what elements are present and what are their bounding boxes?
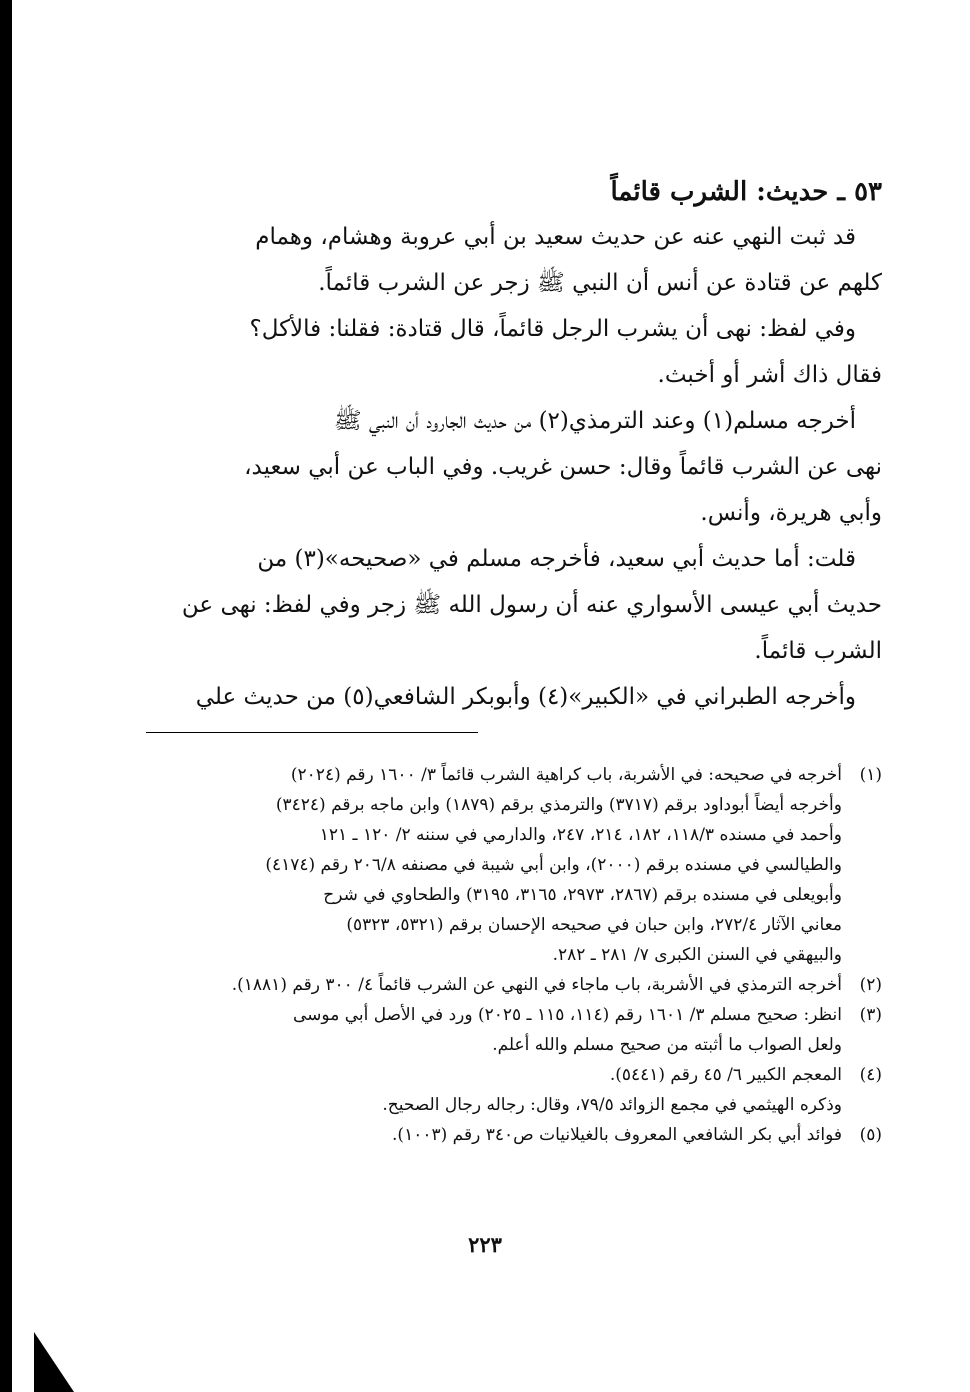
footnote-4 bbox=[140, 1060, 882, 1120]
paragraph-5 bbox=[140, 674, 882, 720]
footnote-number: (٤) bbox=[859, 1065, 882, 1085]
text-line: حديث أبي عيسى الأسواري عنه أن رسول الله ﷺ زجر وفي لفظ: نهى عن bbox=[181, 592, 882, 618]
footnote-line: انظر: صحيح مسلم ٣/ ١٦٠١ رقم (١١٤، ١١٥ ـ ٢٠٢٥) ورد في الأصل أبي موسى bbox=[293, 1005, 842, 1025]
text-line: كلهم عن قتادة عن أنس أن النبي ﷺ زجر عن الشرب قائماً. bbox=[318, 270, 882, 296]
footnote-3 bbox=[140, 1000, 882, 1060]
text-line: وأخرجه الطبراني في «الكبير»(٤) وأبوبكر الشافعي(٥) من حديث علي bbox=[195, 684, 856, 710]
section-heading: ٥٣ ـ حديث: الشرب قائماً bbox=[610, 177, 882, 207]
page-number: ٢٢٣ bbox=[468, 1232, 502, 1257]
footnote-line: فوائد أبي بكر الشافعي المعروف بالغيلانيات ص٣٤٠ رقم (١٠٠٣). bbox=[392, 1125, 842, 1145]
main-text-block bbox=[140, 170, 882, 720]
footnote-line: وأخرجه أيضاً أبوداود برقم (٣٧١٧) والترمذي برقم (١٨٧٩) وابن ماجه برقم (٣٤٢٤) bbox=[275, 795, 842, 815]
footnote-number: (٢) bbox=[859, 975, 882, 995]
body-text bbox=[140, 214, 882, 720]
footnote-text bbox=[140, 1000, 842, 1060]
footnote-text bbox=[140, 970, 842, 1000]
footnote-line: وأبويعلى في مسنده برقم (٢٨٦٧، ٢٩٧٣، ٣١٦٥، ٣١٩٥) والطحاوي في شرح bbox=[323, 885, 842, 905]
footnotes bbox=[140, 760, 882, 1150]
paragraph-2 bbox=[140, 306, 882, 398]
footnote-1 bbox=[140, 760, 882, 970]
paragraph-4 bbox=[140, 536, 882, 674]
footnote-number: (٣) bbox=[859, 1005, 882, 1025]
footnote-5 bbox=[140, 1120, 882, 1150]
text-line: فقال ذاك أشر أو أخبث. bbox=[657, 362, 882, 388]
paragraph-1 bbox=[140, 214, 882, 306]
footnote-number: (١) bbox=[859, 765, 882, 785]
paragraph-3 bbox=[140, 398, 882, 536]
text-line: قلت: أما حديث أبي سعيد، فأخرجه مسلم في «صحيحه»(٣) من bbox=[257, 546, 856, 572]
footnote-line: أخرجه في صحيحه: في الأشربة، باب كراهية الشرب قائماً ٣/ ١٦٠٠ رقم (٢٠٢٤) bbox=[290, 765, 842, 785]
footnote-text bbox=[140, 1060, 842, 1120]
footnote-line: وذكره الهيثمي في مجمع الزوائد ٧٩/٥، وقال: رجاله رجال الصحيح. bbox=[382, 1095, 842, 1115]
text-line: نهى عن الشرب قائماً وقال: حسن غريب. وفي الباب عن أبي سعيد، bbox=[244, 454, 882, 480]
footnote-text bbox=[140, 1120, 842, 1150]
footnote-line: معاني الآثار ٢٧٢/٤، وابن حبان في صحيحه الإحسان برقم (٥٣٢١، ٥٣٢٣) bbox=[346, 915, 842, 935]
footnote-number: (٥) bbox=[859, 1125, 882, 1145]
text-line: قد ثبت النهي عنه عن حديث سعيد بن أبي عروبة وهشام، وهمام bbox=[255, 224, 856, 250]
text-line: أخرجه مسلم(١) وعند الترمذي(٢) من حديث الجارود أن النبي ﷺ bbox=[333, 408, 856, 434]
footnote-line: وأحمد في مسنده ١١٨/٣، ١٨٢، ٢١٤، ٢٤٧، والدارمي في سننه ٢/ ١٢٠ ـ ١٢١ bbox=[319, 825, 842, 845]
footnote-line: ولعل الصواب ما أثبته من صحيح مسلم والله أعلم. bbox=[492, 1035, 842, 1055]
footnote-line: والطيالسي في مسنده برقم (٢٠٠٠)، وابن أبي شيبة في مصنفه ٢٠٦/٨ رقم (٤١٧٤) bbox=[265, 855, 842, 875]
text-line: وفي لفظ: نهى أن يشرب الرجل قائماً، قال قتادة: فقلنا: فالأكل؟ bbox=[249, 316, 856, 342]
footnote-text bbox=[140, 760, 842, 970]
footnote-line: المعجم الكبير ٦/ ٤٥ رقم (٥٤٤١). bbox=[609, 1065, 842, 1085]
scan-edge-bar bbox=[0, 0, 12, 1392]
text-line: وأبي هريرة، وأنس. bbox=[700, 500, 882, 526]
footnote-line: أخرجه الترمذي في الأشربة، باب ماجاء في النهي عن الشرب قائماً ٤/ ٣٠٠ رقم (١٨٨١). bbox=[231, 975, 842, 995]
footnote-line: والبيهقي في السنن الكبرى ٧/ ٢٨١ ـ ٢٨٢. bbox=[552, 945, 842, 965]
text-line: الشرب قائماً. bbox=[754, 638, 882, 664]
scan-corner-mark bbox=[34, 1332, 74, 1392]
footnote-2 bbox=[140, 970, 882, 1000]
footnote-separator bbox=[146, 732, 478, 733]
